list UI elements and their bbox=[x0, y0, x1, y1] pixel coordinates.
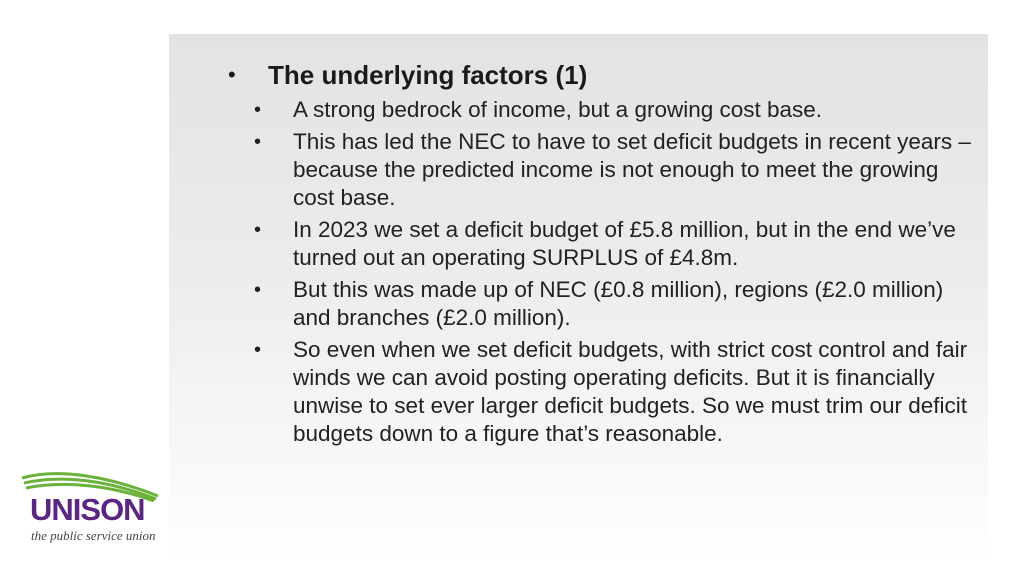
list-item-text: But this was made up of NEC (£0.8 million), regions (£2.0 million) and branches (£2.0 million). bbox=[293, 277, 944, 330]
logo-wordmark: UNISON bbox=[30, 492, 145, 527]
bullet-dot: • bbox=[254, 279, 262, 301]
list-item-text: A strong bedrock of income, but a growing cost base. bbox=[293, 97, 823, 122]
bullet-dot: • bbox=[254, 219, 262, 241]
unison-logo bbox=[18, 470, 168, 550]
list-item bbox=[252, 276, 972, 332]
list-item bbox=[252, 336, 972, 448]
heading-text: The underlying factors (1) bbox=[268, 60, 588, 90]
bullet-list bbox=[252, 96, 972, 452]
list-item-text: So even when we set deficit budgets, with strict cost control and fair winds we can avoid posting operating deficits. But it is financially unwise to set ever larger deficit budgets. So we must trim our deficit budgets down to a figure that’s reasonable. bbox=[293, 337, 968, 446]
bullet-dot: • bbox=[254, 99, 262, 121]
list-item-text: This has led the NEC to have to set deficit budgets in recent years – because the predicted income is not enough to meet the growing cost base. bbox=[293, 129, 971, 210]
bullet-dot: • bbox=[254, 339, 262, 361]
heading-bullet: • bbox=[228, 62, 236, 87]
list-item-text: In 2023 we set a deficit budget of £5.8 million, but in the end we’ve turned out an operating SURPLUS of £4.8m. bbox=[293, 217, 956, 270]
list-item bbox=[252, 96, 972, 124]
logo-tagline: the public service union bbox=[31, 528, 156, 543]
bullet-dot: • bbox=[254, 131, 262, 153]
list-item bbox=[252, 128, 972, 212]
list-item bbox=[252, 216, 972, 272]
